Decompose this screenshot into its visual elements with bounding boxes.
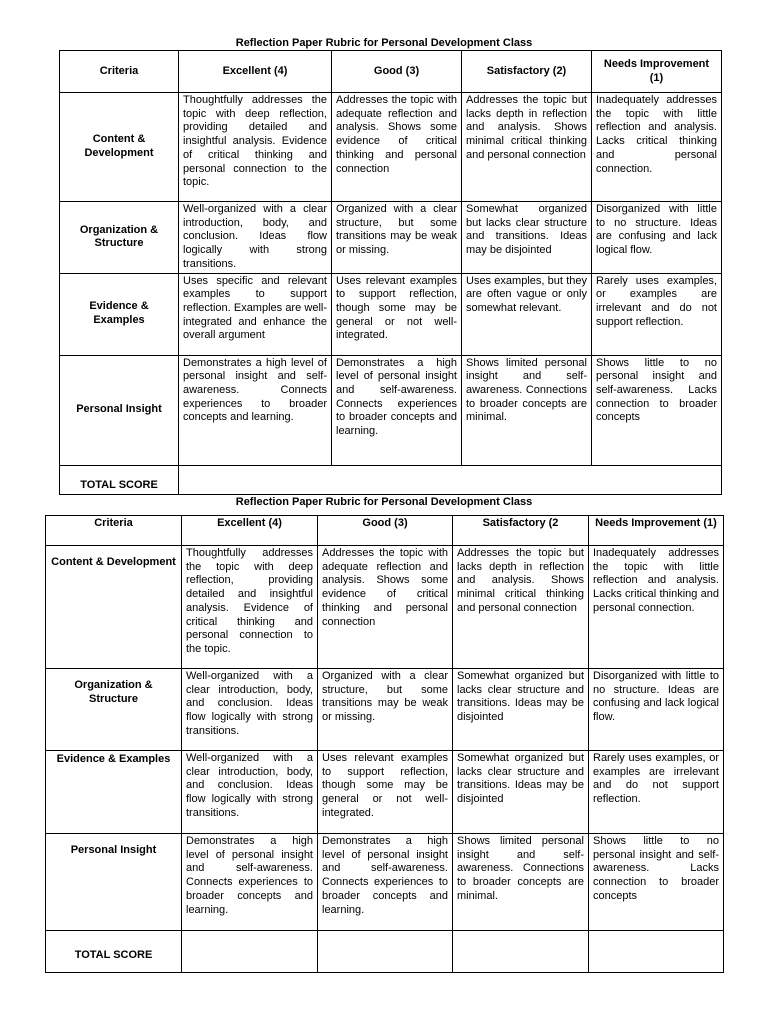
total-score-label: TOTAL SCORE <box>46 931 182 973</box>
table-row <box>46 834 724 931</box>
rubric2-table <box>45 515 724 973</box>
header-needs-improvement: Needs Improvement (1) <box>592 51 722 93</box>
header-excellent: Excellent (4) <box>182 516 318 546</box>
total-score-needs-improvement[interactable] <box>589 931 724 973</box>
excellent-cell: Demonstrates a high level of personal insight and self-awareness. Connects experiences to broader concepts and learning. <box>182 834 318 931</box>
header-criteria: Criteria <box>60 51 179 93</box>
table-row <box>60 355 722 465</box>
excellent-cell: Demonstrates a high level of personal insight and self-awareness. Connects experiences to broader concepts and learning. <box>179 355 332 465</box>
satisfactory-cell: Addresses the topic but lacks depth in reflection and analysis. Shows minimal critical thinking and personal connection <box>462 93 592 202</box>
table-header-row <box>46 516 724 546</box>
satisfactory-cell: Shows limited personal insight and self-awareness. Connections to broader concepts are minimal. <box>462 355 592 465</box>
criteria-cell: Organization & Structure <box>60 202 179 274</box>
good-cell: Uses relevant examples to support reflection, though some may be general or not well-integrated. <box>318 751 453 834</box>
satisfactory-cell: Shows limited personal insight and self-awareness. Connections to broader concepts are minimal. <box>453 834 589 931</box>
criteria-cell: Evidence & Examples <box>60 273 179 355</box>
good-cell: Addresses the topic with adequate reflection and analysis. Shows some evidence of critical thinking and personal connection <box>332 93 462 202</box>
excellent-cell: Well-organized with a clear introduction, body, and conclusion. Ideas flow logically with strong transitions. <box>182 751 318 834</box>
excellent-cell: Thoughtfully addresses the topic with deep reflection, providing detailed and insightful analysis. Evidence of critical thinking and personal connection to the topic. <box>182 546 318 669</box>
good-cell: Addresses the topic with adequate reflection and analysis. Shows some evidence of critical thinking and personal connection <box>318 546 453 669</box>
total-score-value[interactable] <box>179 465 722 494</box>
header-criteria: Criteria <box>46 516 182 546</box>
excellent-cell: Well-organized with a clear introduction, body, and conclusion. Ideas flow logically with strong transitions. <box>182 669 318 751</box>
excellent-cell: Thoughtfully addresses the topic with deep reflection, providing detailed and insightful analysis. Evidence of critical thinking and personal connection to the topic. <box>179 93 332 202</box>
good-cell: Demonstrates a high level of personal insight and self-awareness. Connects experiences to broader concepts and learning. <box>318 834 453 931</box>
table-header-row <box>60 51 722 93</box>
needs-improvement-cell: Rarely uses examples, or examples are irrelevant and do not support reflection. <box>589 751 724 834</box>
total-score-excellent[interactable] <box>182 931 318 973</box>
header-satisfactory: Satisfactory (2 <box>453 516 589 546</box>
excellent-cell: Well-organized with a clear introduction, body, and conclusion. Ideas flow logically with strong transitions. <box>179 202 332 274</box>
header-needs-improvement: Needs Improvement (1) <box>589 516 724 546</box>
criteria-cell: Organization & Structure <box>46 669 182 751</box>
needs-improvement-cell: Disorganized with little to no structure. Ideas are confusing and lack logical flow. <box>592 202 722 274</box>
satisfactory-cell: Somewhat organized but lacks clear structure and transitions. Ideas may be disjointed <box>453 751 589 834</box>
needs-improvement-cell: Shows little to no personal insight and self-awareness. Lacks connection to broader concepts <box>589 834 724 931</box>
rubric1-table <box>59 50 722 495</box>
header-good: Good (3) <box>332 51 462 93</box>
rubric2-title: Reflection Paper Rubric for Personal Development Class <box>235 496 533 508</box>
header-excellent: Excellent (4) <box>179 51 332 93</box>
total-score-row <box>46 931 724 973</box>
criteria-cell: Content & Development <box>46 546 182 669</box>
good-cell: Organized with a clear structure, but some transitions may be weak or missing. <box>318 669 453 751</box>
needs-improvement-cell: Inadequately addresses the topic with little reflection and analysis. Lacks critical thinking and personal connection. <box>589 546 724 669</box>
rubric1-title: Reflection Paper Rubric for Personal Development Class <box>235 37 533 49</box>
table-row <box>60 93 722 202</box>
table-row <box>46 669 724 751</box>
needs-improvement-cell: Rarely uses examples, or examples are irrelevant and do not support reflection. <box>592 273 722 355</box>
criteria-cell: Content & Development <box>60 93 179 202</box>
good-cell: Demonstrates a high level of personal insight and self-awareness. Connects experiences to broader concepts and learning. <box>332 355 462 465</box>
satisfactory-cell: Addresses the topic but lacks depth in reflection and analysis. Shows minimal critical thinking and personal connection <box>453 546 589 669</box>
good-cell: Uses relevant examples to support reflection, though some may be general or not well-integrated. <box>332 273 462 355</box>
satisfactory-cell: Uses examples, but they are often vague or only somewhat relevant. <box>462 273 592 355</box>
criteria-cell: Evidence & Examples <box>46 751 182 834</box>
criteria-cell: Personal Insight <box>60 355 179 465</box>
total-score-label: TOTAL SCORE <box>60 465 179 494</box>
total-score-row <box>60 465 722 494</box>
needs-improvement-cell: Shows little to no personal insight and self-awareness. Lacks connection to broader concepts <box>592 355 722 465</box>
satisfactory-cell: Somewhat organized but lacks clear structure and transitions. Ideas may be disjointed <box>453 669 589 751</box>
total-score-satisfactory[interactable] <box>453 931 589 973</box>
header-satisfactory: Satisfactory (2) <box>462 51 592 93</box>
table-row <box>60 202 722 274</box>
table-row <box>46 546 724 669</box>
header-good: Good (3) <box>318 516 453 546</box>
table-row <box>46 751 724 834</box>
needs-improvement-cell: Disorganized with little to no structure. Ideas are confusing and lack logical flow. <box>589 669 724 751</box>
criteria-cell: Personal Insight <box>46 834 182 931</box>
needs-improvement-cell: Inadequately addresses the topic with little reflection and analysis. Lacks critical thinking and personal connection. <box>592 93 722 202</box>
good-cell: Organized with a clear structure, but some transitions may be weak or missing. <box>332 202 462 274</box>
satisfactory-cell: Somewhat organized but lacks clear structure and transitions. Ideas may be disjointed <box>462 202 592 274</box>
total-score-good[interactable] <box>318 931 453 973</box>
excellent-cell: Uses specific and relevant examples to support reflection. Examples are well-integrated and enhance the overall argument <box>179 273 332 355</box>
table-row <box>60 273 722 355</box>
